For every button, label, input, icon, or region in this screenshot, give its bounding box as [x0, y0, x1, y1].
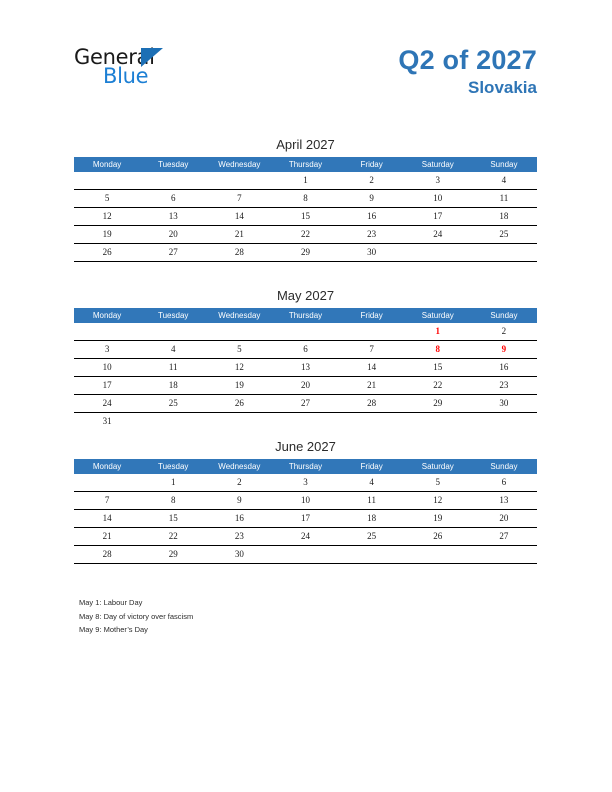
holiday-note: May 9: Mother’s Day	[79, 625, 148, 635]
day-cell-empty	[471, 244, 537, 262]
holiday-notes	[79, 596, 479, 637]
day-cell[interactable]: 30	[206, 546, 272, 564]
day-cell[interactable]: 3	[405, 172, 471, 190]
day-cell[interactable]: 5	[206, 341, 272, 359]
weekday-header-thursday: Thursday	[272, 308, 338, 323]
week-row	[74, 528, 537, 546]
week-row	[74, 341, 537, 359]
brand-name-general: General	[74, 45, 155, 69]
weekday-header-wednesday: Wednesday	[206, 459, 272, 474]
day-cell[interactable]: 16	[471, 359, 537, 377]
day-cell-empty	[74, 474, 140, 492]
weekday-header-friday: Friday	[339, 157, 405, 172]
month-title: May 2027	[276, 288, 335, 303]
day-cell-empty	[140, 323, 206, 341]
page-title: Q2 of 2027	[398, 45, 537, 75]
day-cell[interactable]: 23	[471, 377, 537, 395]
week-row	[74, 510, 537, 528]
day-cell[interactable]: 24	[405, 226, 471, 244]
week-row	[74, 244, 537, 262]
day-cell[interactable]: 15	[405, 359, 471, 377]
day-cell-empty	[339, 323, 405, 341]
weekday-header-row	[74, 157, 537, 172]
day-cell[interactable]: 1	[140, 474, 206, 492]
week-row	[74, 172, 537, 190]
day-cell[interactable]: 22	[140, 528, 206, 546]
country-subtitle: Slovakia	[468, 78, 537, 97]
day-cell[interactable]: 26	[405, 528, 471, 546]
month-table	[74, 157, 537, 262]
day-cell[interactable]: 20	[140, 226, 206, 244]
day-cell[interactable]: 14	[206, 208, 272, 226]
day-cell-empty	[272, 413, 338, 431]
day-cell[interactable]: 13	[272, 359, 338, 377]
day-cell[interactable]: 11	[140, 359, 206, 377]
day-cell[interactable]: 4	[339, 474, 405, 492]
day-cell[interactable]: 29	[140, 546, 206, 564]
day-cell[interactable]: 9	[471, 341, 537, 359]
weekday-header-saturday: Saturday	[405, 157, 471, 172]
day-cell[interactable]: 9	[339, 190, 405, 208]
day-cell[interactable]: 3	[74, 341, 140, 359]
day-cell[interactable]: 11	[471, 190, 537, 208]
day-cell[interactable]: 8	[140, 492, 206, 510]
day-cell-empty	[471, 413, 537, 431]
day-cell[interactable]: 4	[140, 341, 206, 359]
day-cell-empty	[471, 546, 537, 564]
weekday-header-sunday: Sunday	[471, 157, 537, 172]
week-row	[74, 413, 537, 431]
day-cell[interactable]: 11	[339, 492, 405, 510]
page-header	[0, 0, 612, 125]
week-row	[74, 377, 537, 395]
day-cell[interactable]: 26	[74, 244, 140, 262]
holiday-note: May 1: Labour Day	[79, 598, 143, 607]
week-row	[74, 208, 537, 226]
day-cell[interactable]: 2	[206, 474, 272, 492]
day-cell[interactable]: 21	[206, 226, 272, 244]
weekday-header-tuesday: Tuesday	[140, 157, 206, 172]
month-block	[74, 287, 537, 431]
day-cell[interactable]: 29	[272, 244, 338, 262]
day-cell-empty	[140, 413, 206, 431]
day-cell[interactable]: 17	[405, 208, 471, 226]
weekday-header-friday: Friday	[339, 459, 405, 474]
day-cell[interactable]: 1	[405, 323, 471, 341]
weekday-header-sunday: Sunday	[471, 459, 537, 474]
day-cell[interactable]: 17	[272, 510, 338, 528]
day-cell-empty	[74, 172, 140, 190]
week-row	[74, 395, 537, 413]
weekday-header-tuesday: Tuesday	[140, 459, 206, 474]
day-cell-empty	[405, 244, 471, 262]
day-cell[interactable]: 27	[140, 244, 206, 262]
day-cell[interactable]: 9	[206, 492, 272, 510]
day-cell-empty	[339, 413, 405, 431]
day-cell-empty	[140, 172, 206, 190]
month-block	[74, 438, 537, 564]
day-cell[interactable]: 15	[140, 510, 206, 528]
holiday-note: May 8: Day of victory over fascism	[79, 611, 194, 621]
week-row	[74, 492, 537, 510]
day-cell[interactable]: 10	[272, 492, 338, 510]
weekday-header-friday: Friday	[339, 308, 405, 323]
day-cell[interactable]: 25	[471, 226, 537, 244]
day-cell[interactable]: 10	[405, 190, 471, 208]
day-cell[interactable]: 23	[339, 226, 405, 244]
day-cell[interactable]: 7	[339, 341, 405, 359]
day-cell-empty	[272, 323, 338, 341]
week-row	[74, 474, 537, 492]
weekday-header-wednesday: Wednesday	[206, 157, 272, 172]
day-cell[interactable]: 24	[272, 528, 338, 546]
day-cell[interactable]: 7	[74, 492, 140, 510]
weekday-header-wednesday: Wednesday	[206, 308, 272, 323]
day-cell[interactable]: 2	[339, 172, 405, 190]
day-cell[interactable]: 5	[74, 190, 140, 208]
month-title: June 2027	[275, 439, 336, 454]
day-cell-empty	[206, 323, 272, 341]
month-block	[74, 136, 537, 262]
day-cell[interactable]: 31	[102, 416, 112, 426]
week-row	[74, 359, 537, 377]
weekday-header-monday: Monday	[74, 459, 140, 474]
day-cell[interactable]: 30	[339, 244, 405, 262]
day-cell[interactable]: 12	[405, 492, 471, 510]
day-cell[interactable]: 22	[272, 226, 338, 244]
day-cell[interactable]: 25	[140, 395, 206, 413]
day-cell-empty	[74, 323, 140, 341]
weekday-header-saturday: Saturday	[405, 308, 471, 323]
day-cell-empty	[405, 546, 471, 564]
month-table	[74, 308, 537, 431]
day-cell[interactable]: 20	[471, 510, 537, 528]
day-cell[interactable]: 16	[206, 510, 272, 528]
day-cell[interactable]: 18	[140, 377, 206, 395]
weekday-header-monday: Monday	[74, 308, 140, 323]
day-cell[interactable]: 28	[74, 546, 140, 564]
day-cell[interactable]: 28	[206, 244, 272, 262]
day-cell[interactable]: 19	[405, 510, 471, 528]
day-cell-empty	[405, 413, 471, 431]
day-cell[interactable]: 19	[206, 377, 272, 395]
weekday-header-thursday: Thursday	[272, 157, 338, 172]
day-cell[interactable]: 30	[471, 395, 537, 413]
day-cell[interactable]: 3	[272, 474, 338, 492]
weekday-header-tuesday: Tuesday	[140, 308, 206, 323]
weekday-header-thursday: Thursday	[272, 459, 338, 474]
weekday-header-monday: Monday	[74, 157, 140, 172]
week-row	[74, 546, 537, 564]
day-cell[interactable]: 4	[471, 172, 537, 190]
day-cell[interactable]: 20	[272, 377, 338, 395]
day-cell[interactable]: 5	[405, 474, 471, 492]
weekday-header-row	[74, 459, 537, 474]
week-row	[74, 323, 537, 341]
day-cell[interactable]: 18	[339, 510, 405, 528]
day-cell[interactable]: 28	[339, 395, 405, 413]
day-cell[interactable]: 21	[339, 377, 405, 395]
day-cell[interactable]: 8	[272, 190, 338, 208]
weekday-header-row	[74, 308, 537, 323]
day-cell-empty	[272, 546, 338, 564]
day-cell[interactable]: 7	[206, 190, 272, 208]
day-cell-empty	[206, 172, 272, 190]
day-cell-empty	[206, 413, 272, 431]
day-cell[interactable]: 27	[471, 528, 537, 546]
title-block	[398, 44, 537, 99]
day-cell[interactable]: 12	[206, 359, 272, 377]
day-cell[interactable]: 29	[405, 395, 471, 413]
day-cell[interactable]: 13	[471, 492, 537, 510]
day-cell[interactable]: 15	[272, 208, 338, 226]
brand-logo	[74, 45, 204, 89]
weekday-header-saturday: Saturday	[405, 459, 471, 474]
day-cell[interactable]: 14	[74, 510, 140, 528]
day-cell[interactable]: 24	[74, 395, 140, 413]
day-cell[interactable]: 14	[339, 359, 405, 377]
day-cell[interactable]: 22	[405, 377, 471, 395]
day-cell[interactable]: 27	[272, 395, 338, 413]
month-title: April 2027	[276, 137, 335, 152]
month-table	[74, 459, 537, 564]
day-cell[interactable]: 6	[471, 474, 537, 492]
day-cell[interactable]: 23	[206, 528, 272, 546]
day-cell[interactable]: 12	[74, 208, 140, 226]
day-cell[interactable]: 17	[74, 377, 140, 395]
day-cell[interactable]: 25	[339, 528, 405, 546]
day-cell[interactable]: 1	[272, 172, 338, 190]
week-row	[74, 226, 537, 244]
day-cell[interactable]: 18	[471, 208, 537, 226]
day-cell-empty	[339, 546, 405, 564]
day-cell[interactable]: 6	[140, 190, 206, 208]
day-cell[interactable]: 10	[74, 359, 140, 377]
day-cell[interactable]: 21	[74, 528, 140, 546]
day-cell[interactable]: 6	[272, 341, 338, 359]
day-cell[interactable]: 8	[405, 341, 471, 359]
day-cell[interactable]: 13	[140, 208, 206, 226]
day-cell[interactable]: 26	[206, 395, 272, 413]
brand-name-blue: Blue	[103, 64, 149, 88]
day-cell[interactable]: 2	[471, 323, 537, 341]
day-cell[interactable]: 19	[74, 226, 140, 244]
day-cell[interactable]: 16	[339, 208, 405, 226]
weekday-header-sunday: Sunday	[471, 308, 537, 323]
week-row	[74, 190, 537, 208]
